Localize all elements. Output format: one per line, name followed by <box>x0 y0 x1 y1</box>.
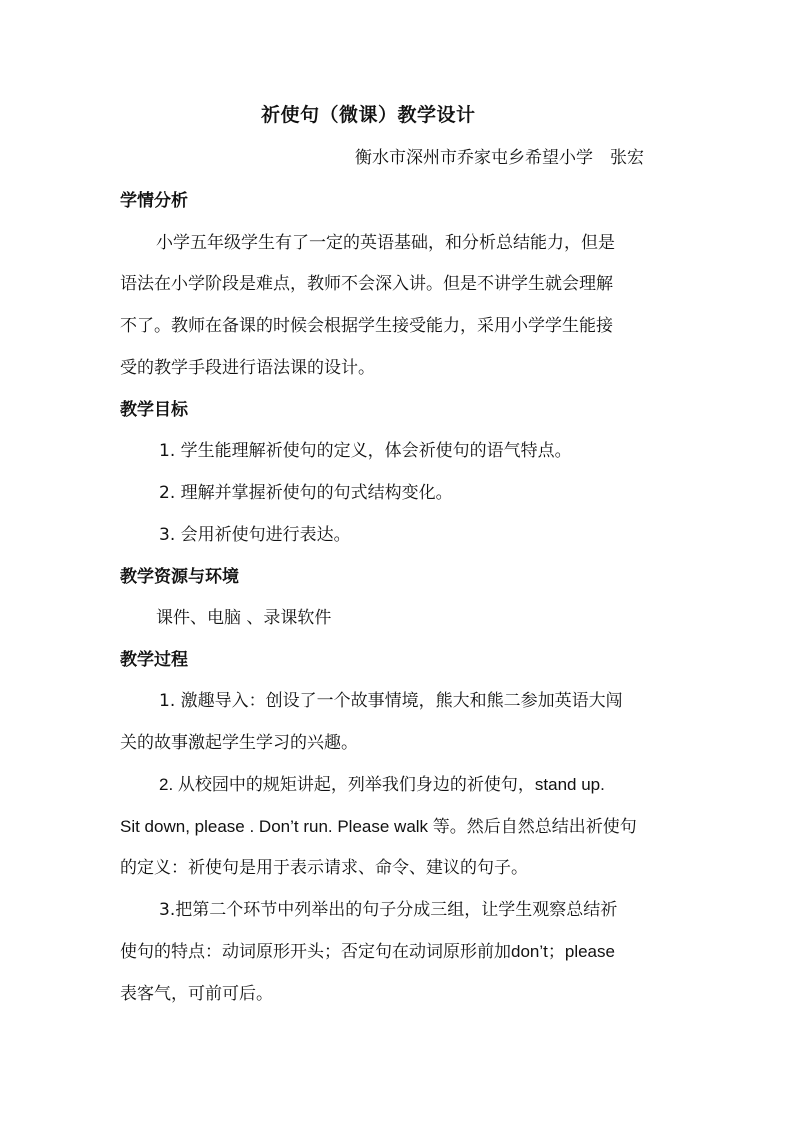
process-line-4: Sit down, please . Don’t run. Please walk 等。然后自然总结出祈使句 <box>120 817 637 836</box>
resources-text: 课件、电脑 、录课软件 <box>156 608 332 628</box>
goal-item-3: 3. 会用祈使句进行表达。 <box>159 525 351 545</box>
process-line-5: 的定义：祈使句是用于表示请求、命令、建议的句子。 <box>120 858 528 878</box>
section-heading-resources: 教学资源与环境 <box>120 567 239 587</box>
section-heading-process: 教学过程 <box>120 650 188 670</box>
process-line-8: 表客气，可前可后。 <box>120 984 273 1004</box>
process-line-3: 2. 从校园中的规矩讲起，列举我们身边的祈使句，stand up. <box>159 775 605 794</box>
process-line-2: 关的故事激起学生学习的兴趣。 <box>120 733 358 753</box>
goal-item-2: 2. 理解并掌握祈使句的句式结构变化。 <box>159 483 453 503</box>
process-line-1: 1. 激趣导入：创设了一个故事情境，熊大和熊二参加英语大闯 <box>159 691 623 711</box>
process-line-7: 使句的特点：动词原形开头；否定句在动词原形前加don’t；please <box>120 942 615 961</box>
analysis-line-2: 语法在小学阶段是难点，教师不会深入讲。但是不讲学生就会理解 <box>120 274 613 294</box>
section-heading-goals: 教学目标 <box>120 400 188 420</box>
analysis-line-1: 小学五年级学生有了一定的英语基础，和分析总结能力，但是 <box>156 233 615 253</box>
goal-item-1: 1. 学生能理解祈使句的定义，体会祈使句的语气特点。 <box>159 441 572 461</box>
section-heading-analysis: 学情分析 <box>120 191 188 211</box>
analysis-line-4: 受的教学手段进行语法课的设计。 <box>120 358 375 378</box>
analysis-line-3: 不了。教师在备课的时候会根据学生接受能力，采用小学学生能接 <box>120 316 613 336</box>
author-line: 衡水市深州市乔家屯乡希望小学 张宏 <box>355 148 644 168</box>
document-title: 祈使句（微课）教学设计 <box>261 104 476 126</box>
process-line-6: 3.把第二个环节中列举出的句子分成三组，让学生观察总结祈 <box>159 900 618 920</box>
